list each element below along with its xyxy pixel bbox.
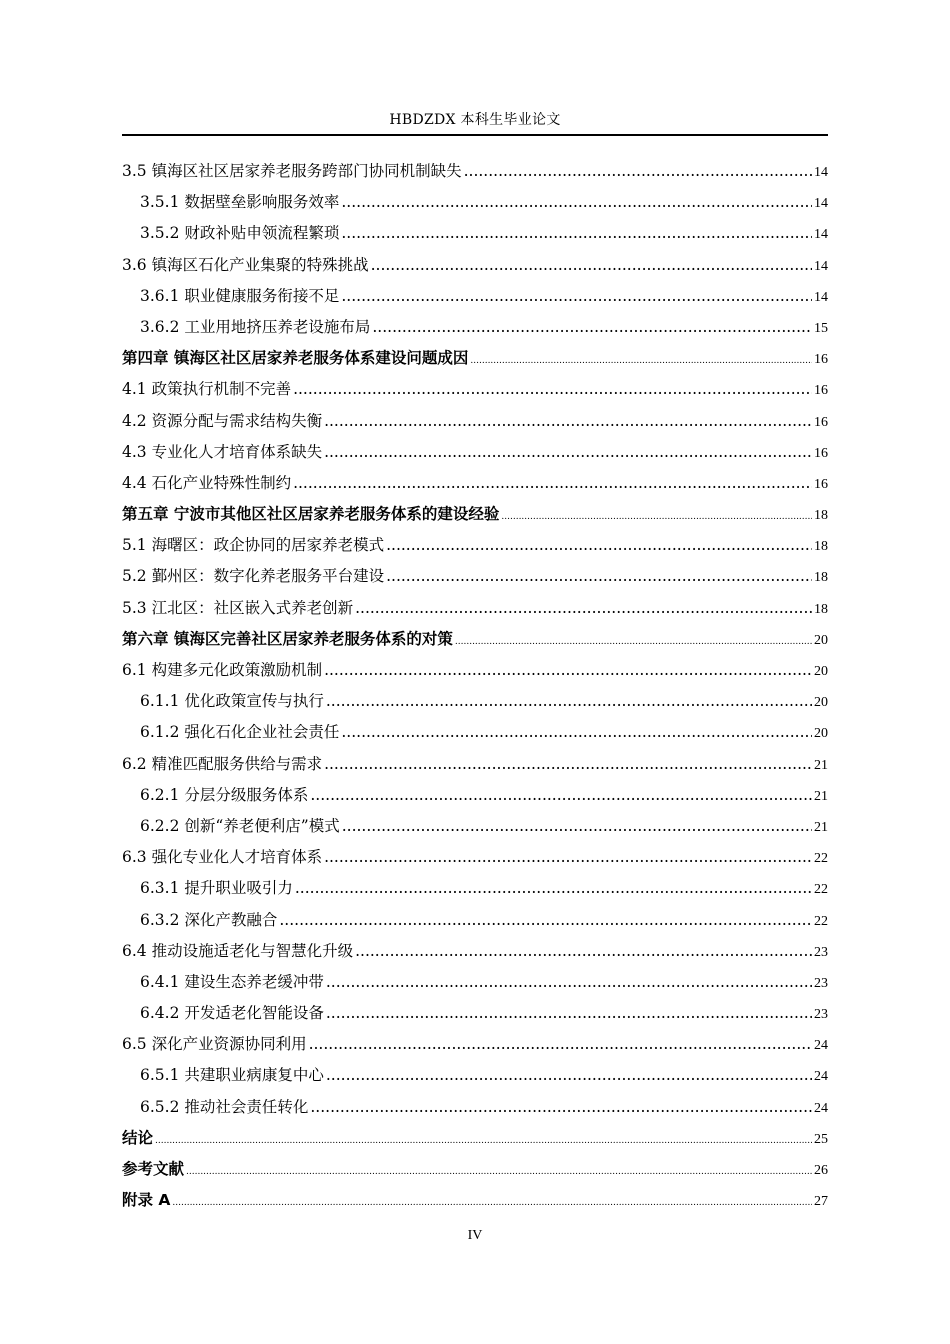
toc-entry-label: 3.5.2 财政补贴申领流程繁琐 [140, 224, 340, 243]
toc-leader-dots [326, 998, 812, 1029]
toc-entry-label: 6.1.2 强化石化企业社会责任 [140, 723, 340, 742]
toc-entry-label: 6.4 推动设施适老化与智慧化升级 [122, 941, 354, 960]
toc-entry[interactable] [122, 1092, 828, 1123]
toc-entry-label: 6.2.2 创新“养老便利店”模式 [140, 816, 340, 835]
toc-entry[interactable] [122, 655, 828, 686]
toc-leader-dots [324, 655, 812, 686]
toc-leader-dots [470, 346, 812, 377]
toc-entry[interactable] [122, 842, 828, 873]
toc-leader-dots [386, 561, 812, 592]
toc-entry-label: 3.6.1 职业健康服务衔接不足 [140, 286, 340, 305]
toc-entry[interactable] [122, 561, 828, 592]
toc-entry-label: 6.5 深化产业资源协同利用 [122, 1035, 307, 1054]
toc-entry[interactable] [122, 624, 828, 655]
toc-leader-dots [186, 1157, 812, 1188]
toc-entry-label: 附录 A [122, 1191, 171, 1210]
toc-entry-label: 6.4.1 建设生态养老缓冲带 [140, 972, 324, 991]
toc-leader-dots [455, 627, 812, 658]
toc-entry-label: 第四章 镇海区社区居家养老服务体系建设问题成因 [122, 349, 469, 368]
toc-leader-dots [155, 1126, 812, 1157]
toc-leader-dots [355, 936, 812, 967]
toc-leader-dots [172, 1188, 812, 1219]
toc-entry-page: 14 [814, 289, 828, 305]
toc-leader-dots [372, 312, 812, 343]
toc-entry[interactable] [122, 187, 828, 218]
toc-entry-label: 6.1.1 优化政策宣传与执行 [140, 692, 324, 711]
toc-leader-dots [324, 406, 812, 437]
toc-entry[interactable] [122, 499, 828, 530]
toc-entry-page: 18 [814, 601, 828, 617]
toc-leader-dots [342, 811, 812, 842]
toc-leader-dots [371, 250, 812, 281]
toc-entry-page: 15 [814, 320, 828, 336]
toc-entry-label: 第六章 镇海区完善社区居家养老服务体系的对策 [122, 629, 453, 648]
toc-entry-label: 4.4 石化产业特殊性制约 [122, 473, 292, 492]
toc-entry-label: 6.3.2 深化产教融合 [140, 910, 278, 929]
toc-entry-page: 14 [814, 258, 828, 274]
toc-entry-label: 6.2 精准匹配服务供给与需求 [122, 754, 323, 773]
toc-leader-dots [309, 1029, 812, 1060]
toc-entry-page: 27 [814, 1194, 828, 1210]
toc-entry-label: 5.2 鄞州区：数字化养老服务平台建设 [122, 567, 385, 586]
toc-entry-page: 24 [814, 1100, 828, 1116]
toc-entry[interactable] [122, 780, 828, 811]
toc-entry-page: 21 [814, 819, 828, 835]
toc-entry-label: 6.3 强化专业化人才培育体系 [122, 848, 323, 867]
toc-entry[interactable] [122, 1185, 828, 1216]
toc-entry[interactable] [122, 343, 828, 374]
toc-entry-page: 16 [814, 414, 828, 430]
toc-entry[interactable] [122, 905, 828, 936]
toc-entry[interactable] [122, 873, 828, 904]
toc-leader-dots [341, 218, 812, 249]
toc-entry-page: 14 [814, 196, 828, 212]
toc-entry[interactable] [122, 156, 828, 187]
toc-leader-dots [293, 374, 812, 405]
toc-leader-dots [326, 1060, 812, 1091]
toc-entry[interactable] [122, 686, 828, 717]
toc-entry-page: 23 [814, 975, 828, 991]
toc-entry-label: 6.1 构建多元化政策激励机制 [122, 661, 323, 679]
toc-entry[interactable] [122, 250, 828, 281]
toc-entry-page: 24 [814, 1069, 828, 1085]
toc-entry-label: 结论 [122, 1128, 154, 1147]
toc-leader-dots [464, 156, 812, 187]
toc-entry-label: 第五章 宁波市其他区社区居家养老服务体系的建设经验 [122, 505, 500, 524]
toc-entry[interactable] [122, 1060, 828, 1091]
toc-leader-dots [326, 686, 812, 717]
toc-leader-dots [310, 780, 812, 811]
page-number: IV [467, 1228, 483, 1243]
toc-entry-label: 3.5.1 数据壁垒影响服务效率 [140, 193, 340, 212]
toc-entry[interactable] [122, 749, 828, 780]
toc-leader-dots [355, 593, 812, 624]
toc-entry-page: 14 [814, 165, 828, 180]
toc-entry[interactable] [122, 468, 828, 499]
toc-leader-dots [501, 502, 812, 533]
toc-entry[interactable] [122, 406, 828, 437]
toc-entry-page: 21 [814, 757, 828, 773]
toc-entry-page: 22 [814, 851, 828, 867]
toc-entry-page: 16 [814, 476, 828, 492]
toc-leader-dots [293, 468, 812, 499]
toc-entry-label: 3.6.2 工业用地挤压养老设施布局 [140, 317, 371, 336]
header-rule [122, 134, 828, 136]
toc-leader-dots [324, 437, 812, 468]
toc-entry-page: 25 [814, 1131, 828, 1147]
toc-entry-page: 20 [814, 632, 828, 648]
toc-entry[interactable] [122, 811, 828, 842]
toc-entry[interactable] [122, 374, 828, 405]
toc-entry[interactable] [122, 717, 828, 748]
toc-entry-page: 23 [814, 944, 828, 960]
toc-entry[interactable] [122, 530, 828, 561]
toc-leader-dots [295, 873, 812, 904]
toc-leader-dots [341, 187, 812, 218]
toc-entry[interactable] [122, 312, 828, 343]
toc-entry-label: 4.2 资源分配与需求结构失衡 [122, 411, 323, 430]
toc-entry-page: 23 [814, 1007, 828, 1023]
toc-entry-label: 6.5.2 推动社会责任转化 [140, 1097, 309, 1116]
toc-entry-page: 24 [814, 1038, 828, 1054]
toc-entry-page: 20 [814, 726, 828, 742]
toc-entry-label: 5.3 江北区：社区嵌入式养老创新 [122, 598, 354, 617]
toc-entry-page: 21 [814, 788, 828, 804]
toc-entry-page: 20 [814, 664, 828, 679]
toc-entry[interactable] [122, 936, 828, 967]
toc-entry-page: 16 [814, 445, 828, 461]
toc-entry-label: 6.4.2 开发适老化智能设备 [140, 1004, 324, 1023]
toc-entry[interactable] [122, 998, 828, 1029]
toc-entry[interactable] [122, 218, 828, 249]
toc-entry-label: 参考文献 [122, 1160, 185, 1178]
toc-entry-page: 22 [814, 913, 828, 929]
toc-entry-label: 6.5.1 共建职业病康复中心 [140, 1066, 324, 1085]
toc-entry-page: 16 [814, 352, 828, 368]
toc-entry-page: 26 [814, 1163, 828, 1178]
toc-entry-page: 22 [814, 882, 828, 898]
toc-entry[interactable] [122, 1029, 828, 1060]
toc-entry-label: 4.3 专业化人才培育体系缺失 [122, 442, 323, 461]
toc-leader-dots [326, 967, 812, 998]
toc-entry-page: 18 [814, 539, 828, 555]
toc-leader-dots [279, 905, 812, 936]
toc-leader-dots [324, 842, 812, 873]
toc-entry[interactable] [122, 437, 828, 468]
toc-entry-page: 18 [814, 570, 828, 586]
toc-entry-page: 20 [814, 695, 828, 711]
toc-entry-label: 6.3.1 提升职业吸引力 [140, 879, 293, 898]
toc-leader-dots [310, 1092, 812, 1123]
toc-leader-dots [324, 749, 812, 780]
toc-entry-page: 14 [814, 227, 828, 243]
toc-entry-label: 4.1 政策执行机制不完善 [122, 380, 292, 399]
toc-entry-label: 5.1 海曙区：政企协同的居家养老模式 [122, 536, 385, 555]
toc-entry[interactable] [122, 593, 828, 624]
toc-entry[interactable] [122, 281, 828, 312]
toc-entry[interactable] [122, 1154, 828, 1185]
toc-entry-label: 3.6 镇海区石化产业集聚的特殊挑战 [122, 255, 369, 274]
page-header: HBDZDX 本科生毕业论文 [389, 112, 561, 128]
toc-leader-dots [341, 281, 812, 312]
toc-entry-label: 3.5 镇海区社区居家养老服务跨部门协同机制缺失 [122, 162, 462, 180]
toc-entry-label: 6.2.1 分层分级服务体系 [140, 785, 309, 804]
toc-entry-page: 18 [814, 508, 828, 524]
table-of-contents [122, 156, 828, 1216]
toc-entry[interactable] [122, 967, 828, 998]
toc-entry-page: 16 [814, 383, 828, 399]
toc-entry[interactable] [122, 1123, 828, 1154]
toc-leader-dots [341, 717, 812, 748]
toc-leader-dots [386, 530, 812, 561]
